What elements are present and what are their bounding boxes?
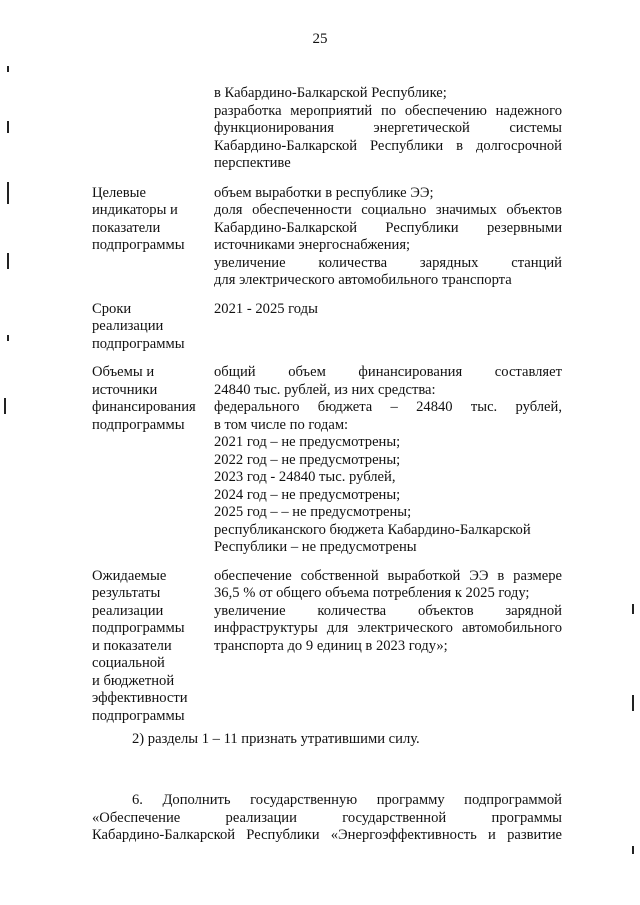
row-value	[214, 185, 562, 290]
text-line: разработка мероприятий по обеспечению надежного	[214, 102, 562, 119]
label-line: финансирования	[92, 399, 196, 415]
row-value	[214, 364, 562, 557]
text-line: 6. Дополнить государственную программу подпрограммой	[132, 792, 562, 808]
scan-margin-mark	[4, 398, 6, 414]
label-line: подпрограммы	[92, 237, 185, 253]
text-line: 2021 год – не предусмотрены;	[214, 434, 401, 450]
label-line: подпрограммы	[92, 620, 185, 636]
text-line: Республики – не предусмотрены	[214, 539, 417, 555]
table-row-indicators	[92, 185, 562, 290]
text-line: 2023 год - 24840 тыс. рублей,	[214, 469, 396, 485]
scan-margin-mark	[7, 182, 9, 204]
label-line: подпрограммы	[92, 416, 185, 433]
label-line: Целевые	[92, 184, 146, 201]
text-line: функционирования энергетической системы	[214, 120, 562, 136]
label-line: и показатели	[92, 637, 172, 654]
text-line: «Обеспечение реализации государственной программы	[92, 809, 562, 826]
text-line: 36,5 % от общего объема потребления к 2025 году;	[214, 585, 530, 601]
text-line: 2022 год – не предусмотрены;	[214, 451, 401, 468]
label-line: реализации	[92, 318, 164, 334]
text-line: общий объем финансирования составляет	[214, 364, 562, 380]
continuation-row	[92, 85, 562, 173]
label-line: подпрограммы	[92, 335, 185, 352]
text-line: объем выработки в республике ЭЭ;	[214, 184, 434, 201]
label-line: Ожидаемые	[92, 567, 167, 584]
scan-margin-mark	[7, 253, 9, 269]
row-label	[92, 568, 214, 726]
label-line: подпрограммы	[92, 707, 185, 724]
row-label-empty	[92, 85, 214, 173]
row-label	[92, 185, 214, 290]
text-line: источниками энергоснабжения;	[214, 237, 411, 253]
row-value	[214, 568, 562, 726]
text-line: федерального бюджета – 24840 тыс. рублей,	[214, 399, 562, 415]
table-row-terms	[92, 301, 562, 354]
text-line: для электрического автомобильного транспорта	[214, 272, 512, 288]
text-line: перспективе	[214, 155, 291, 171]
scan-margin-mark	[7, 121, 9, 133]
text-line: Кабардино-Балкарской Республики в долгосрочной	[214, 137, 562, 154]
label-line: Сроки	[92, 300, 132, 317]
text-line: в Кабардино-Балкарской Республике;	[214, 85, 447, 101]
label-line: эффективности	[92, 690, 188, 706]
text-line: увеличение количества зарядных станций	[214, 254, 562, 271]
text-line: 2) разделы 1 – 11 признать утратившими силу.	[132, 731, 420, 747]
text-line: республиканского бюджета Кабардино-Балкарской	[214, 521, 531, 538]
table-row-results	[92, 568, 562, 726]
text-line: 2025 год – – не предусмотрены;	[214, 504, 412, 520]
text-line: 2024 год – не предусмотрены;	[214, 486, 401, 503]
row-value	[214, 301, 562, 354]
page-number: 25	[312, 31, 328, 47]
scan-margin-mark	[632, 695, 634, 711]
text-line: Кабардино-Балкарской Республики резервными	[214, 219, 562, 236]
text-line: Кабардино-Балкарской Республики «Энергоэффективность и развитие	[92, 827, 562, 843]
text-line: 2021 - 2025 годы	[214, 300, 318, 317]
scan-margin-mark	[632, 604, 634, 614]
text-line: инфраструктуры для электрического автомобильного	[214, 620, 562, 636]
table-row-financing	[92, 364, 562, 557]
label-line: результаты	[92, 585, 161, 601]
label-line: и бюджетной	[92, 672, 175, 689]
label-line: социальной	[92, 655, 165, 671]
paragraph-add-subprogram	[92, 792, 562, 845]
scan-margin-mark	[632, 846, 634, 854]
label-line: индикаторы и	[92, 202, 178, 218]
label-line: Объемы и	[92, 364, 155, 380]
text-line: 24840 тыс. рублей, из них средства:	[214, 381, 436, 398]
passport-table	[92, 85, 562, 736]
row-label	[92, 301, 214, 354]
text-line: увеличение количества объектов зарядной	[214, 602, 562, 619]
text-line: доля обеспеченности социально значимых объектов	[214, 202, 562, 218]
row-value	[214, 85, 562, 173]
label-line: показатели	[92, 219, 161, 236]
text-line: транспорта до 9 единиц в 2023 году»;	[214, 637, 448, 654]
row-label	[92, 364, 214, 557]
label-line: источники	[92, 381, 158, 398]
label-line: реализации	[92, 602, 164, 619]
text-line: в том числе по годам:	[214, 416, 349, 433]
scan-margin-mark	[7, 335, 9, 341]
text-line: обеспечение собственной выработкой ЭЭ в размере	[214, 567, 562, 584]
paragraph-sections-void	[92, 731, 562, 749]
scan-margin-mark	[7, 66, 9, 72]
